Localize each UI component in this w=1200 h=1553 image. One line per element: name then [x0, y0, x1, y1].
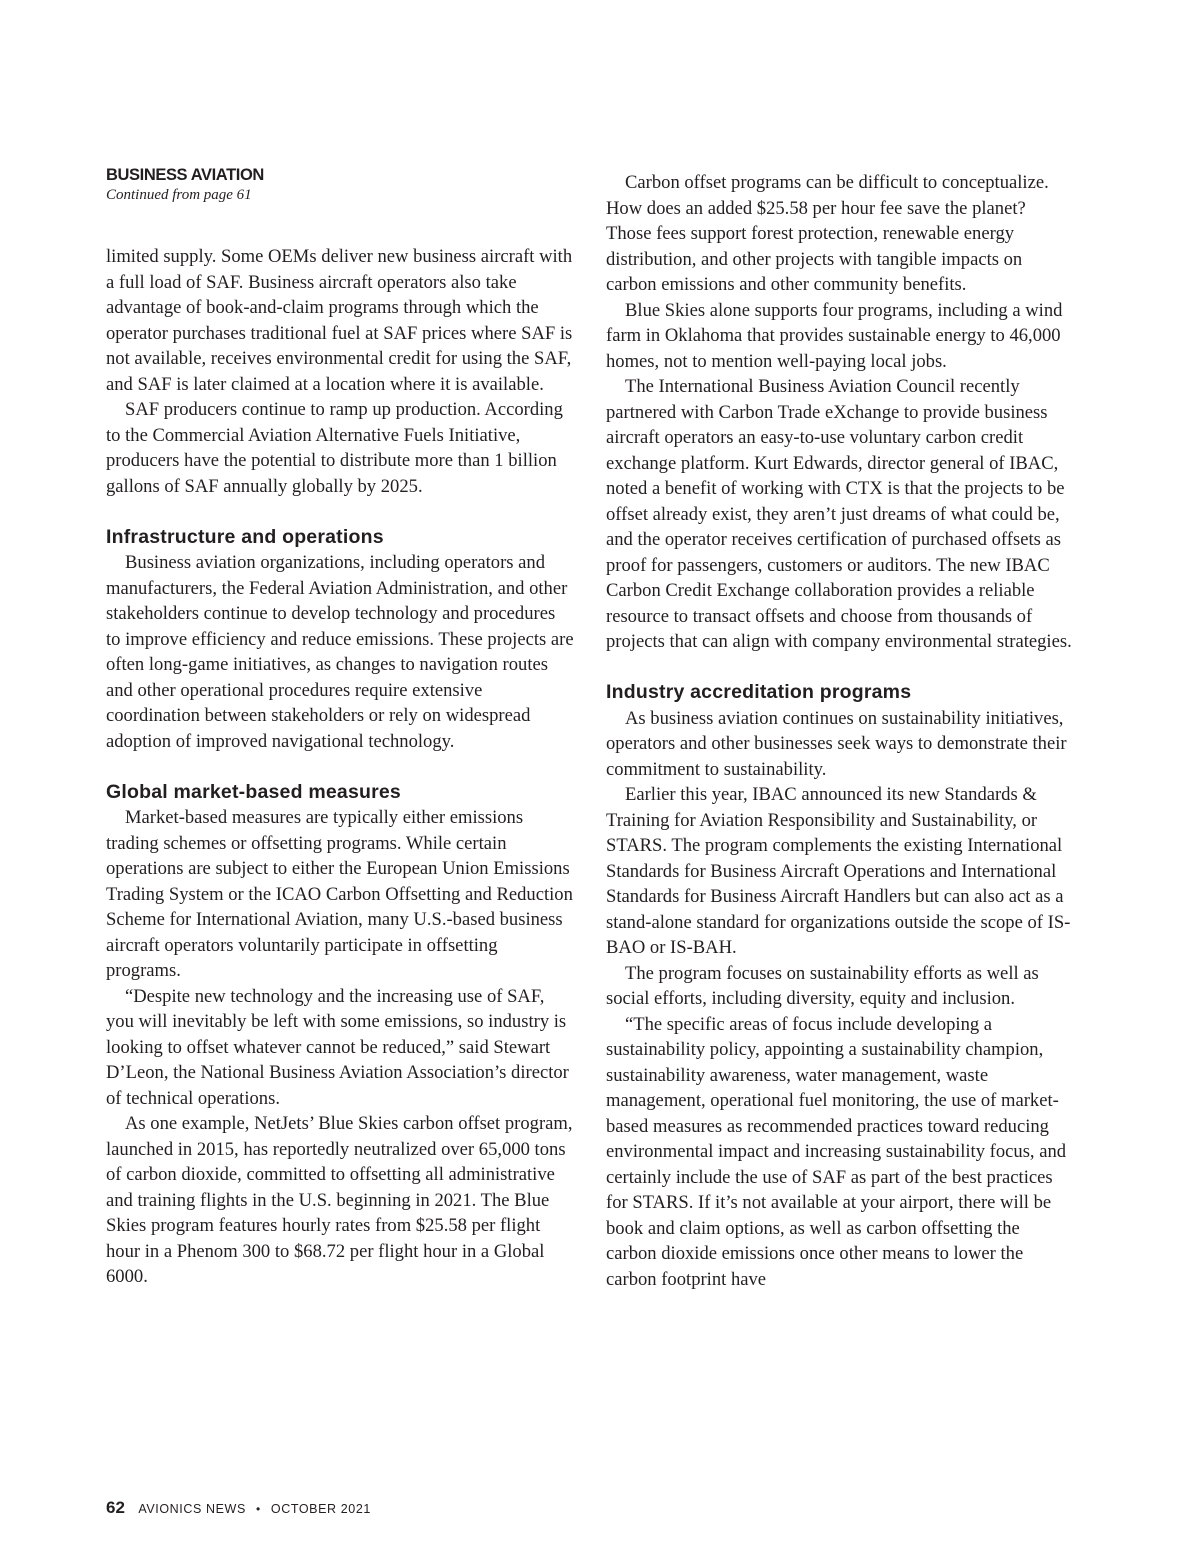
continued-note: Continued from page 61	[106, 187, 252, 203]
left-paragraph-5: “Despite new technology and the increasing use of SAF, you will inevitably be left with some emissions, so industry is looking to offset whatever cannot be reduced,” said Stewart D’Leon, the National Business Aviation Association’s director of technical operations.	[106, 985, 569, 1109]
issue-date: OCTOBER 2021	[270, 1502, 371, 1516]
right-paragraph-1: Carbon offset programs can be difficult to conceptualize. How does an added $25.58 per hour fee save the planet? Those fees support forest protection, renewable energy distribution, and other projects with tangible impacts on carbon emissions and other community benefits.	[606, 172, 1049, 295]
right-paragraph-7: “The specific areas of focus include developing a sustainability policy, appointing a sustainability champion, sustainability awareness, water management, waste management, operational fuel monitoring, the use of market-based measures as recommended practices toward reducing environmental impact and increasing sustainability focus, and certainly include the use of SAF as part of the best practices for STARS. If it’s not available at your airport, there will be book and claim options, as well as carbon offsetting the carbon dioxide emissions once other means to lower the carbon footprint have	[606, 1013, 1067, 1290]
section-label: BUSINESS AVIATION	[106, 166, 264, 184]
heading-accreditation: Industry accreditation programs	[606, 681, 912, 703]
footer-separator: •	[255, 1502, 261, 1516]
left-paragraph-1: limited supply. Some OEMs deliver new business aircraft with a full load of SAF. Business aircraft operators also take advantage of book-and-claim programs through which the operator purchases traditional fuel at SAF prices where SAF is not available, receives environmental credit for using the SAF, and SAF is later claimed at a location where it is available.	[106, 246, 573, 395]
page-footer	[106, 1498, 371, 1518]
left-paragraph-6: As one example, NetJets’ Blue Skies carbon offset program, launched in 2015, has reportedly neutralized over 65,000 tons of carbon dioxide, committed to offsetting all administrative and training flights in the U.S. beginning in 2021. The Blue Skies program features hourly rates from $25.58 per flight hour in a Phenom 300 to $68.72 per flight hour in a Global 6000.	[106, 1113, 573, 1287]
right-paragraph-2: Blue Skies alone supports four programs, including a wind farm in Oklahoma that provides sustainable energy to 46,000 homes, not to mention well-paying local jobs.	[606, 299, 1063, 372]
left-paragraph-4: Market-based measures are typically either emissions trading schemes or offsetting programs. While certain operations are subject to either the European Union Emissions Trading System or the ICAO Carbon Offsetting and Reduction Scheme for International Aviation, many U.S.-based business aircraft operators voluntarily participate in offsetting programs.	[106, 807, 573, 981]
right-paragraph-4: As business aviation continues on sustainability initiatives, operators and other businesses seek ways to demonstrate their commitment to sustainability.	[606, 707, 1067, 780]
left-column	[106, 165, 574, 1290]
right-paragraph-3: The International Business Aviation Council recently partnered with Carbon Trade eXchange to provide business aircraft operators an easy-to-use voluntary carbon credit exchange platform. Kurt Edwards, director general of IBAC, noted a benefit of working with CTX is that the projects to be offset already exist, they aren’t just dreams of what could be, and the operator receives certification of purchased offsets as proof for passengers, customers or auditors. The new IBAC Carbon Credit Exchange collaboration provides a reliable resource to transact offsets and choose from thousands of projects that can align with company environmental strategies.	[606, 376, 1072, 652]
heading-infrastructure: Infrastructure and operations	[106, 525, 384, 548]
heading-market-measures: Global market-based measures	[106, 780, 401, 803]
page-number: 62	[106, 1498, 125, 1517]
right-paragraph-5: Earlier this year, IBAC announced its new Standards & Training for Aviation Responsibility and Sustainability, or STARS. The program complements the existing International Standards for Business Aircraft Operations and International Standards for Business Aircraft Handlers but can also act as a stand-alone standard for organizations outside the scope of IS-BAO or IS-BAH.	[606, 784, 1071, 958]
publication-name: AVIONICS NEWS	[138, 1502, 246, 1516]
right-column	[606, 165, 1074, 1292]
right-paragraph-6: The program focuses on sustainability efforts as well as social efforts, including diversity, equity and inclusion.	[606, 962, 1039, 1009]
left-paragraph-3: Business aviation organizations, including operators and manufacturers, the Federal Aviation Administration, and other stakeholders continue to develop technology and procedures to improve efficiency and reduce emissions. These projects are often long-game initiatives, as changes to navigation routes and other operational procedures require extensive coordination between stakeholders or rely on widespread adoption of improved navigational technology.	[106, 552, 574, 752]
left-paragraph-2: SAF producers continue to ramp up production. According to the Commercial Aviation Alternative Fuels Initiative, producers have the potential to distribute more than 1 billion gallons of SAF annually globally by 2025.	[106, 399, 563, 497]
